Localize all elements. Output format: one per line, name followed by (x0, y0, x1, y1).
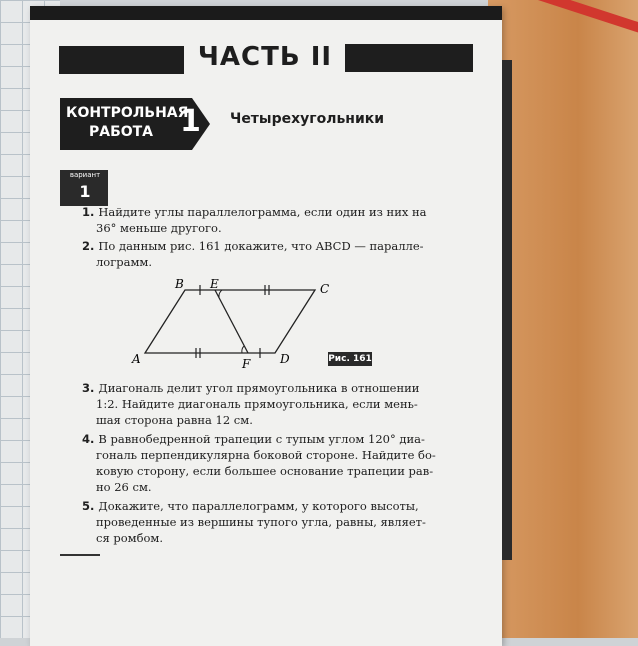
test-label-line2: РАБОТА (88, 124, 154, 140)
label-b: B (175, 278, 184, 291)
task-line: но 26 см. (96, 480, 152, 494)
task-line: По данным рис. 161 докажите, что ABCD — паралле- (98, 239, 424, 253)
task-line: ся ромбом. (96, 531, 164, 545)
task-3 (82, 380, 462, 428)
task-line: проведенные из вершины тупого угла, равны, являет- (96, 515, 426, 529)
task-number: 3. (82, 381, 95, 395)
topic-title: Четырехугольники (230, 111, 385, 127)
task-2 (82, 238, 462, 270)
parallelogram-outline (145, 290, 315, 353)
segment-ef (215, 290, 248, 353)
angle-f (242, 346, 244, 353)
label-e: E (210, 278, 219, 291)
variant-label: вариант (69, 171, 101, 179)
test-label (66, 104, 189, 142)
task-line: Найдите углы параллелограмма, если один из них на (98, 205, 427, 219)
task-line: шая сторона равна 12 см. (96, 413, 253, 427)
task-4 (82, 431, 462, 495)
label-a: A (132, 352, 141, 366)
task-line: ковую сторону, если большее основание трапеции рав- (96, 464, 434, 478)
task-number: 1. (82, 205, 95, 219)
top-band (30, 6, 502, 20)
parallelogram-figure (130, 278, 360, 368)
part-title: ЧАСТЬ II (197, 42, 333, 72)
task-line: 1:2. Найдите диагональ прямоугольника, если мень- (96, 397, 418, 411)
part-bar-left (59, 46, 184, 74)
task-5 (82, 498, 462, 546)
task-line: 36° меньше другого. (96, 221, 222, 235)
label-d: D (280, 352, 290, 366)
task-line: гональ перпендикулярна боковой стороне. Найдите бо- (96, 448, 436, 462)
task-line: Докажите, что параллелограмм, у которого высоты, (98, 499, 419, 513)
label-f: F (242, 357, 251, 368)
variant-number: 1 (79, 182, 91, 201)
label-c: C (320, 282, 330, 296)
test-number: 1 (180, 104, 201, 139)
figure-caption: Рис. 161 (328, 354, 372, 364)
part-bar-right (345, 44, 473, 72)
divider (60, 554, 100, 556)
task-number: 5. (82, 499, 95, 513)
task-line: В равнобедренной трапеции с тупым углом 120° диа- (98, 432, 425, 446)
test-label-line1: КОНТРОЛЬНАЯ (66, 105, 189, 121)
task-1 (82, 204, 462, 236)
page-edge-shadow (502, 60, 512, 560)
task-number: 4. (82, 432, 95, 446)
task-line: лограмм. (96, 255, 153, 269)
angle-e (219, 290, 222, 297)
task-number: 2. (82, 239, 95, 253)
worksheet-page (30, 6, 502, 646)
task-line: Диагональ делит угол прямоугольника в отношении (98, 381, 420, 395)
